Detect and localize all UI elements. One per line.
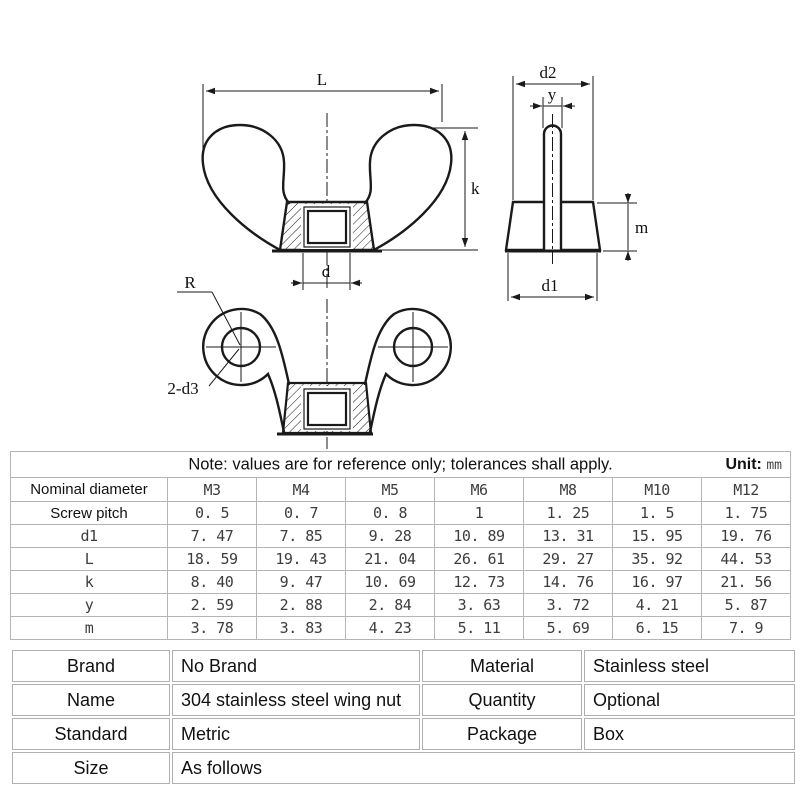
dim-row-label: L <box>11 548 168 571</box>
spec-value-cell: 304 stainless steel wing nut <box>172 684 420 716</box>
note-text: Note: values are for reference only; tolerances shall apply. <box>188 455 613 473</box>
dim-value-cell: 21. 56 <box>702 571 791 594</box>
dim-value-cell: 0. 8 <box>346 502 435 525</box>
dim-col-header: M8 <box>524 478 613 502</box>
spec-row <box>12 752 795 784</box>
spec-row <box>12 684 795 716</box>
dimension-table <box>10 451 791 640</box>
dim-k <box>378 128 480 250</box>
dim-row-label: d1 <box>11 525 168 548</box>
dim-row <box>11 525 791 548</box>
dim-row-label: m <box>11 617 168 640</box>
dim-label-y: y <box>547 85 557 104</box>
dim-value-cell: 5. 87 <box>702 594 791 617</box>
dim-row <box>11 617 791 640</box>
dim-value-cell: 10. 69 <box>346 571 435 594</box>
spec-value-cell: Box <box>584 718 795 750</box>
dim-value-cell: 5. 69 <box>524 617 613 640</box>
dim-row-label: Screw pitch <box>11 502 168 525</box>
note-row <box>11 452 791 478</box>
side-view <box>505 63 648 301</box>
dim-col-header: M12 <box>702 478 791 502</box>
dim-label-k: k <box>471 179 480 198</box>
spec-label-cell: Material <box>422 650 582 682</box>
dim-label-L: L <box>316 70 328 89</box>
dim-value-cell: 16. 97 <box>613 571 702 594</box>
dim-value-cell: 26. 61 <box>435 548 524 571</box>
spec-label-cell: Standard <box>12 718 170 750</box>
spec-label-cell: Package <box>422 718 582 750</box>
spec-value-cell: As follows <box>172 752 795 784</box>
dim-value-cell: 3. 72 <box>524 594 613 617</box>
dim-value-cell: 4. 23 <box>346 617 435 640</box>
dim-label-d1: d1 <box>541 276 559 295</box>
dim-label-m: m <box>635 218 649 237</box>
unit-value: mm <box>766 457 782 473</box>
dim-value-cell: 19. 43 <box>257 548 346 571</box>
dim-value-cell: 15. 95 <box>613 525 702 548</box>
spec-row <box>12 650 795 682</box>
spec-label-cell: Name <box>12 684 170 716</box>
dim-row <box>11 571 791 594</box>
dim-value-cell: 4. 21 <box>613 594 702 617</box>
spec-label-cell: Size <box>12 752 170 784</box>
dim-value-cell: 2. 88 <box>257 594 346 617</box>
front-right-wing <box>365 125 451 251</box>
dim-value-cell: 3. 78 <box>168 617 257 640</box>
dim-value-cell: 0. 5 <box>168 502 257 525</box>
dim-value-cell: 13. 31 <box>524 525 613 548</box>
dim-col-header: Nominal diameter <box>11 478 168 502</box>
dim-value-cell: 6. 15 <box>613 617 702 640</box>
dim-value-cell: 1. 75 <box>702 502 791 525</box>
dim-label-R: R <box>184 273 196 292</box>
dim-value-cell: 29. 27 <box>524 548 613 571</box>
dim-value-cell: 7. 85 <box>257 525 346 548</box>
dim-label-d2: d2 <box>539 63 557 82</box>
dim-col-header: M6 <box>435 478 524 502</box>
dim-row <box>11 548 791 571</box>
dim-value-cell: 2. 84 <box>346 594 435 617</box>
spec-value-cell: No Brand <box>172 650 420 682</box>
dim-label-2d3: 2-d3 <box>167 379 199 398</box>
dim-value-cell: 7. 47 <box>168 525 257 548</box>
dim-col-header: M5 <box>346 478 435 502</box>
dim-value-cell: 9. 28 <box>346 525 435 548</box>
dim-row-label: k <box>11 571 168 594</box>
dim-value-cell: 1 <box>435 502 524 525</box>
dim-value-cell: 10. 89 <box>435 525 524 548</box>
product-spec-table <box>10 648 797 786</box>
spec-row <box>12 718 795 750</box>
dim-value-cell: 7. 9 <box>702 617 791 640</box>
dim-col-header: M3 <box>168 478 257 502</box>
dim-value-cell: 5. 11 <box>435 617 524 640</box>
dim-row <box>11 594 791 617</box>
dim-value-cell: 35. 92 <box>613 548 702 571</box>
dim-value-cell: 3. 63 <box>435 594 524 617</box>
unit-indicator <box>719 456 782 474</box>
front-view <box>203 70 480 290</box>
dim-value-cell: 1. 5 <box>613 502 702 525</box>
dim-value-cell: 14. 76 <box>524 571 613 594</box>
dim-col-header: M10 <box>613 478 702 502</box>
dim-value-cell: 2. 59 <box>168 594 257 617</box>
dim-header-row <box>11 478 791 502</box>
dim-value-cell: 44. 53 <box>702 548 791 571</box>
dim-value-cell: 18. 59 <box>168 548 257 571</box>
spec-value-cell: Stainless steel <box>584 650 795 682</box>
spec-value-cell: Metric <box>172 718 420 750</box>
dim-col-header: M4 <box>257 478 346 502</box>
dim-label-d: d <box>321 262 331 281</box>
spec-label-cell: Brand <box>12 650 170 682</box>
dim-value-cell: 3. 83 <box>257 617 346 640</box>
dim-value-cell: 1. 25 <box>524 502 613 525</box>
dim-value-cell: 19. 76 <box>702 525 791 548</box>
unit-label: Unit: <box>725 455 762 473</box>
dim-value-cell: 21. 04 <box>346 548 435 571</box>
front-left-wing <box>203 125 289 251</box>
dim-value-cell: 0. 7 <box>257 502 346 525</box>
dim-m <box>597 193 648 261</box>
spec-label-cell: Quantity <box>422 684 582 716</box>
dim-row-label: y <box>11 594 168 617</box>
spec-value-cell: Optional <box>584 684 795 716</box>
dim-L <box>203 70 442 157</box>
dim-row <box>11 502 791 525</box>
plan-view <box>167 273 450 449</box>
dim-value-cell: 9. 47 <box>257 571 346 594</box>
dim-value-cell: 12. 73 <box>435 571 524 594</box>
dim-value-cell: 8. 40 <box>168 571 257 594</box>
